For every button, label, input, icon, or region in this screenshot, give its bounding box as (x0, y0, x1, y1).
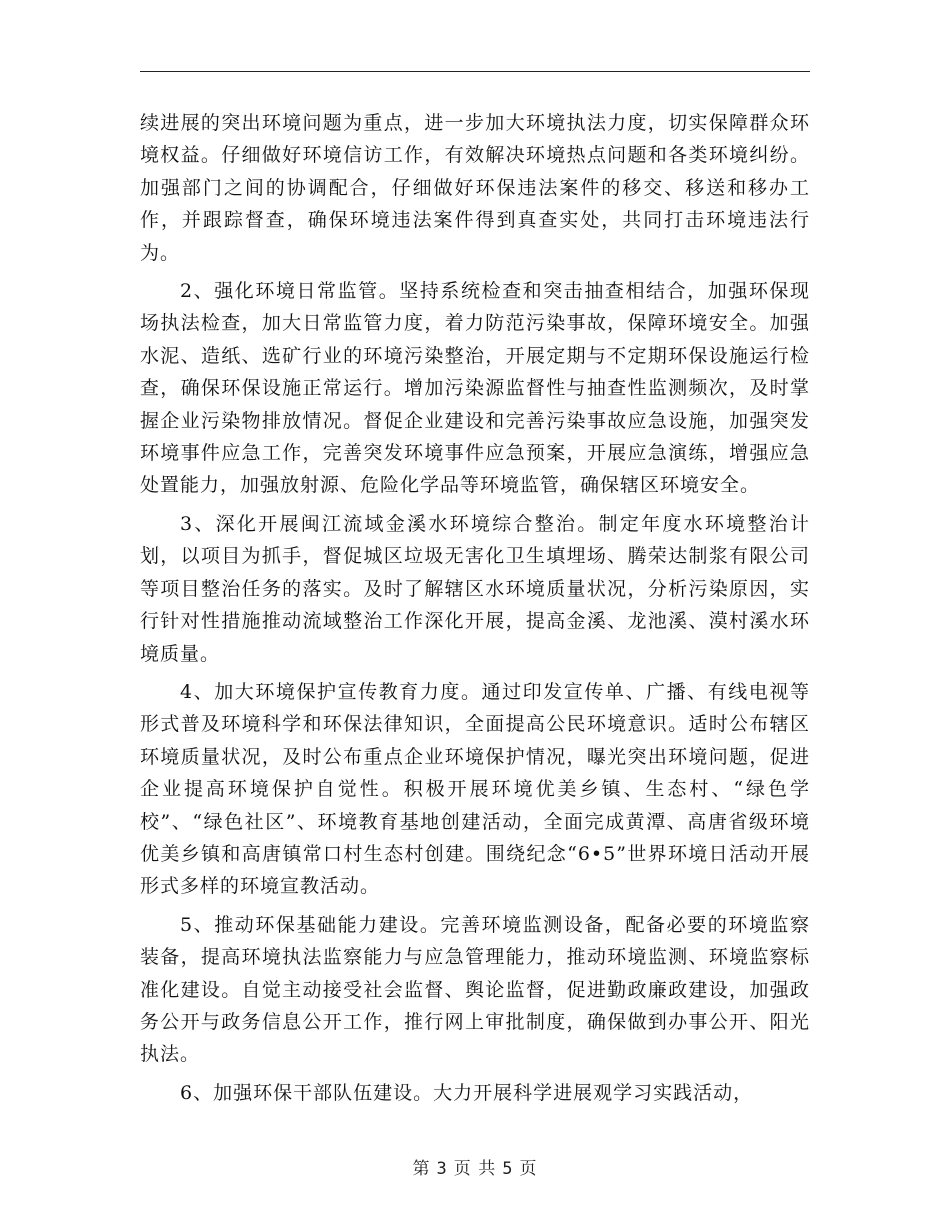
document-body (140, 107, 810, 1109)
paragraph-continuation: 续进展的突出环境问题为重点，进一步加大环境执法力度，切实保障群众环境权益。仔细做好环境信访工作，有效解决环境热点问题和各类环境纠纷。加强部门之间的协调配合，仔细做好环保违法案件的移交、移送和移办工作，并跟踪督查，确保环境违法案件得到真查实处，共同打击环境违法行为。 (140, 112, 810, 264)
paragraph-item-6: 6、加强环保干部队伍建设。大力开展科学进展观学习实践活动， (180, 1081, 754, 1104)
paragraph-item-3: 3、深化开展闽江流域金溪水环境综合整治。制定年度水环境整治计划，以项目为抓手，督促城区垃圾无害化卫生填埋场、腾荣达制浆有限公司等项目整治任务的落实。及时了解辖区水环境质量状况，分析污染原因，实行针对性措施推动流域整治工作深化开展，提高金溪、龙池溪、漠村溪水环境质量。 (140, 512, 810, 665)
footer-total-pages: 5 (502, 1159, 514, 1179)
footer-page-middle: 页 共 (453, 1159, 497, 1179)
page-footer (0, 1154, 950, 1179)
footer-page-number: 3 (436, 1159, 448, 1179)
paragraph-item-4: 4、加大环境保护宣传教育力度。通过印发宣传单、广播、有线电视等形式普及环境科学和环保法律知识，全面提高公民环境意识。适时公布辖区环境质量状况，及时公布重点企业环境保护情况，曝光突出环境问题，促进企业提高环境保护自觉性。积极开展环境优美乡镇、生态村、“绿色学校”、“绿色社区”、环境教育基地创建活动，全面完成黄潭、高唐省级环境优美乡镇和高唐镇常口村生态村创建。围绕纪念“6•5”世界环境日活动开展形式多样的环境宣教活动。 (140, 680, 810, 898)
paragraph-item-5: 5、推动环保基础能力建设。完善环境监测设备，配备必要的环境监察装备，提高环境执法监察能力与应急管理能力，推动环境监测、环境监察标准化建设。自觉主动接受社会监督、舆论监督，促进勤政廉政建设，加强政务公开与政务信息公开工作，推行网上审批制度，确保做到办事公开、阳光执法。 (140, 913, 810, 1066)
paragraph-item-2: 2、强化环境日常监管。坚持系统检查和突击抽查相结合，加强环保现场执法检查，加大日常监管力度，着力防范污染事故，保障环境安全。加强水泥、造纸、选矿行业的环境污染整治，开展定期与不定期环保设施运行检查，确保环保设施正常运行。增加污染源监督性与抽查性监测频次，及时掌握企业污染物排放情况。督促企业建设和完善污染事故应急设施，加强突发环境事件应急工作，完善突发环境事件应急预案，开展应急演练，增强应急处置能力，加强放射源、危险化学品等环境监管，确保辖区环境安全。 (140, 280, 810, 497)
footer-page-prefix: 第 (412, 1159, 431, 1179)
footer-page-suffix: 页 (519, 1159, 538, 1179)
header-rule (140, 71, 810, 72)
